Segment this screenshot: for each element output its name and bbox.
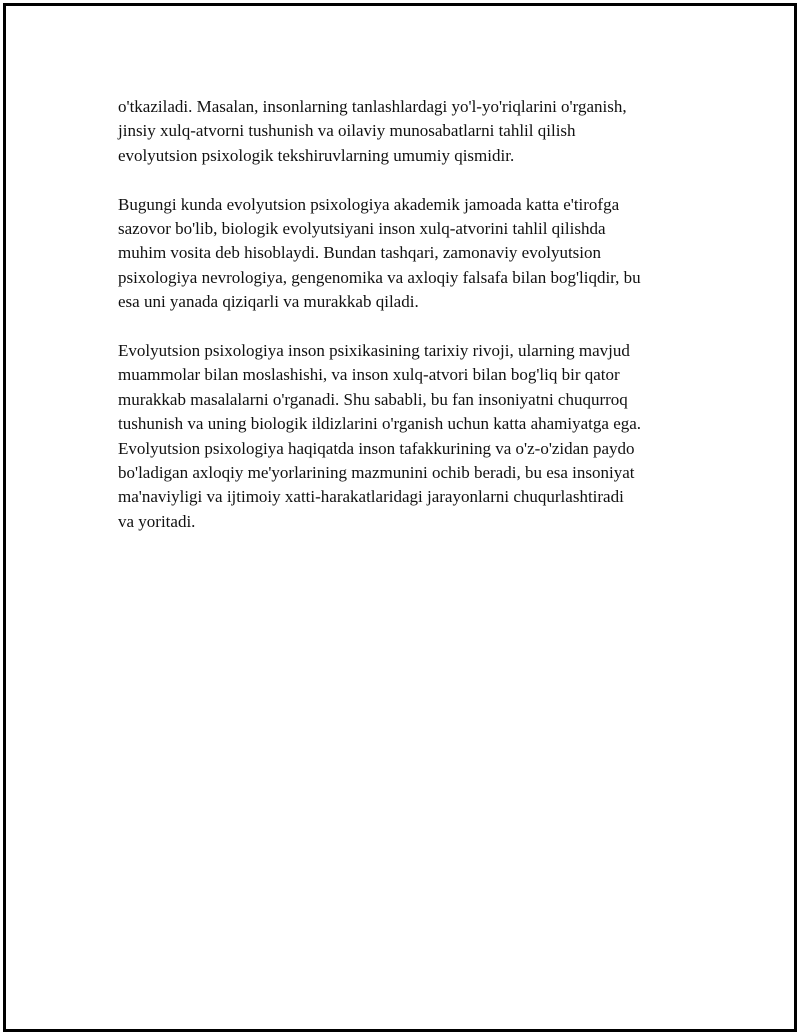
paragraph-2: Bugungi kunda evolyutsion psixologiya akademik jamoada katta e'tirofga sazovor bo'lib, biologik evolyutsiyani inson xulq-atvorini tahlil qilishda muhim vosita deb hisoblaydi. Bundan tashqari, zamonaviy evolyutsion psixologiya nevrologiya, gengenomika va axloqiy falsafa bilan bog'liqdir, bu esa uni yanada qiziqarli va murakkab qiladi. <box>118 194 641 312</box>
paragraph-3: Evolyutsion psixologiya inson psixikasining tarixiy rivoji, ularning mavjud muammolar bilan moslashishi, va inson xulq-atvori bilan bog'liq bir qator murakkab masalalarni o'rganadi. Shu sababli, bu fan insoniyatni chuqurroq tushunish va uning biologik ildizlarini o'rganish uchun katta ahamiyatga ega. Evolyutsion psixologiya haqiqatda inson tafakkurining va o'z-o'zidan paydo bo'ladigan axloqiy me'yorlarining mazmunini ochib beradi, bu esa insoniyat ma'naviyligi va ijtimoiy xatti-harakatlaridagi jarayonlarni chuqurlashtiradi va yoritadi. <box>118 341 642 531</box>
paragraph-1: o'tkaziladi. Masalan, insonlarning tanlashlardagi yo'l-yo'riqlarini o'rganish, jinsiy xulq-atvorni tushunish va oilaviy munosabatlarni tahlil qilish evolyutsion psixologik tekshiruvlarning umumiy qismidir. <box>118 97 627 165</box>
document-body <box>118 95 698 559</box>
